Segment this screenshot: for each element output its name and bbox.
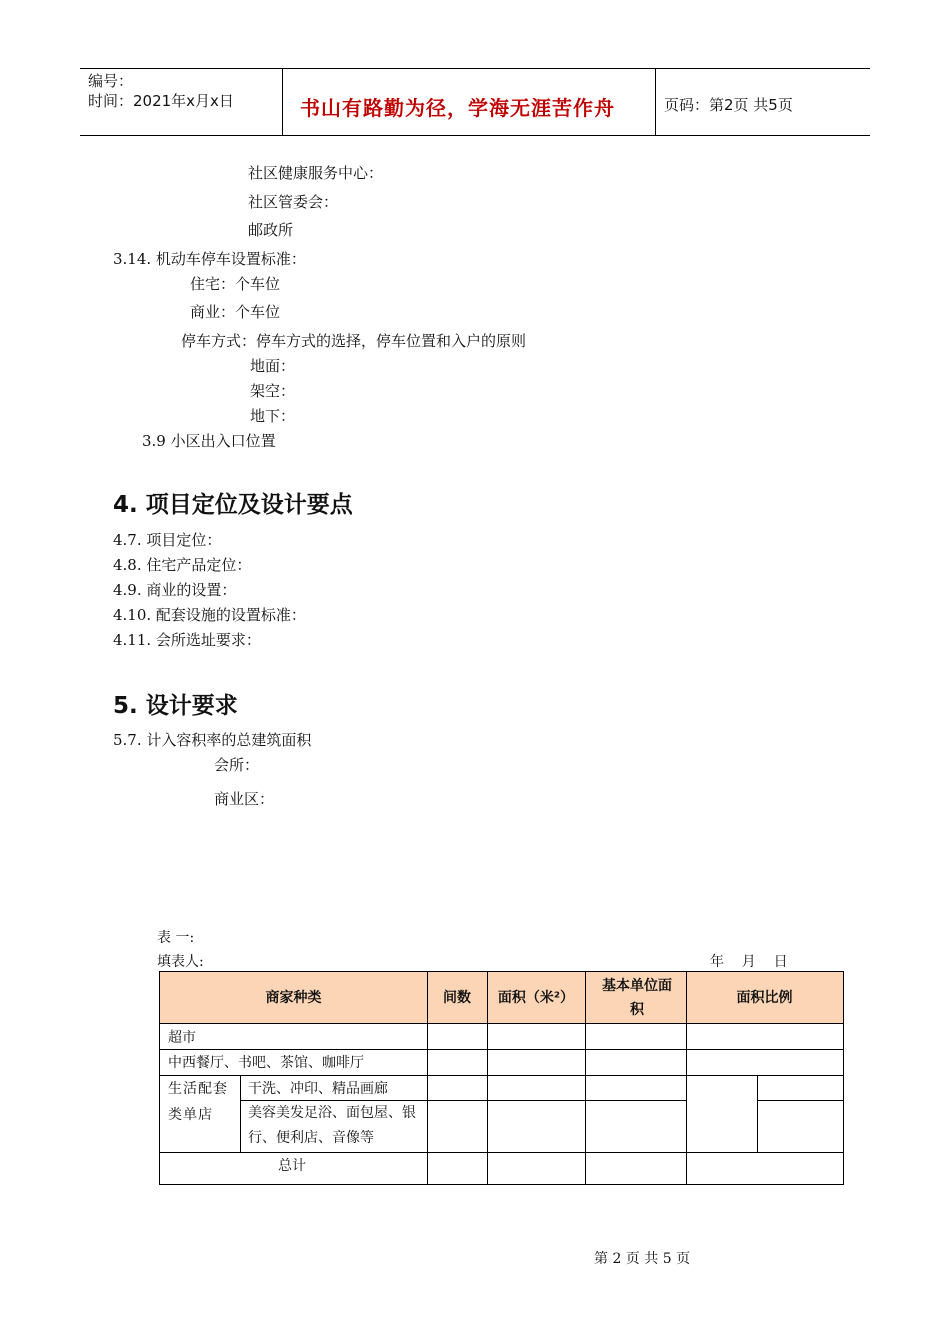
footer-page-number: 第 2 页 共 5 页 bbox=[594, 1251, 691, 1267]
list-item: 5.7. 计入容积率的总建筑面积 bbox=[113, 731, 312, 749]
section-heading: 5. 设计要求 bbox=[113, 693, 238, 719]
subsection-heading: 3.9 小区出入口位置 bbox=[142, 432, 276, 450]
table-cell: 美容美发足浴、面包屋、银行、便利店、音像等 bbox=[248, 1105, 416, 1146]
page-number-label: 页码：第2页 共5页 bbox=[664, 96, 793, 114]
header-cell: 基本单位面积 bbox=[602, 978, 672, 1018]
text-line: 架空： bbox=[250, 382, 296, 400]
header-cell: 商家种类 bbox=[265, 990, 322, 1006]
text-line: 地下： bbox=[250, 407, 296, 425]
grid-line bbox=[757, 1100, 843, 1101]
section-heading: 4. 项目定位及设计要点 bbox=[113, 492, 353, 518]
table-cell: 超市 bbox=[168, 1029, 196, 1046]
table-total-label: 总计 bbox=[278, 1158, 306, 1174]
header-cell: 间数 bbox=[443, 990, 471, 1006]
header-divider bbox=[282, 68, 283, 136]
list-item: 4.9. 商业的设置： bbox=[113, 581, 237, 599]
text-line: 社区健康服务中心： bbox=[248, 164, 384, 182]
text-line: 会所： bbox=[214, 756, 260, 774]
list-item: 4.7. 项目定位： bbox=[113, 531, 222, 549]
header-divider bbox=[655, 68, 656, 136]
merchant-table bbox=[159, 971, 844, 1185]
grid-line bbox=[160, 1152, 843, 1153]
text-line: 地面： bbox=[250, 357, 296, 375]
motto: 书山有路勤为径，学海无涯苦作舟 bbox=[300, 96, 615, 120]
header-cell: 面积（米²） bbox=[497, 990, 575, 1006]
serial-label: 编号： bbox=[88, 72, 134, 90]
header-top-rule bbox=[80, 68, 870, 69]
form-filler-label: 填表人: bbox=[157, 954, 204, 970]
list-item: 4.8. 住宅产品定位： bbox=[113, 556, 252, 574]
table-cell: 干洗、冲印、精品画廊 bbox=[248, 1080, 388, 1097]
header-bottom-rule bbox=[80, 135, 870, 136]
text-line: 商业：个车位 bbox=[190, 303, 281, 321]
header-cell: 面积比例 bbox=[736, 990, 793, 1006]
form-date-label: 年 月 日 bbox=[710, 954, 788, 970]
subsection-heading: 3.14. 机动车停车设置标准： bbox=[113, 250, 306, 268]
list-item: 4.10. 配套设施的设置标准： bbox=[113, 606, 306, 624]
text-line: 邮政所 bbox=[248, 221, 294, 239]
table-caption: 表 一: bbox=[157, 930, 195, 946]
grid-line bbox=[757, 1075, 758, 1152]
text-line: 社区管委会： bbox=[248, 193, 339, 211]
table-cell: 中西餐厅、书吧、茶馆、咖啡厅 bbox=[168, 1055, 364, 1071]
list-item: 4.11. 会所选址要求： bbox=[113, 631, 261, 649]
date-label: 时间：2021年x月x日 bbox=[88, 92, 234, 110]
text-line: 停车方式：停车方式的选择，停车位置和入户的原则 bbox=[181, 332, 527, 350]
grid-line bbox=[240, 1075, 241, 1152]
text-line: 住宅：个车位 bbox=[190, 275, 281, 293]
text-line: 商业区： bbox=[214, 790, 275, 808]
table-group-label: 生活配套类单店 bbox=[168, 1080, 228, 1123]
